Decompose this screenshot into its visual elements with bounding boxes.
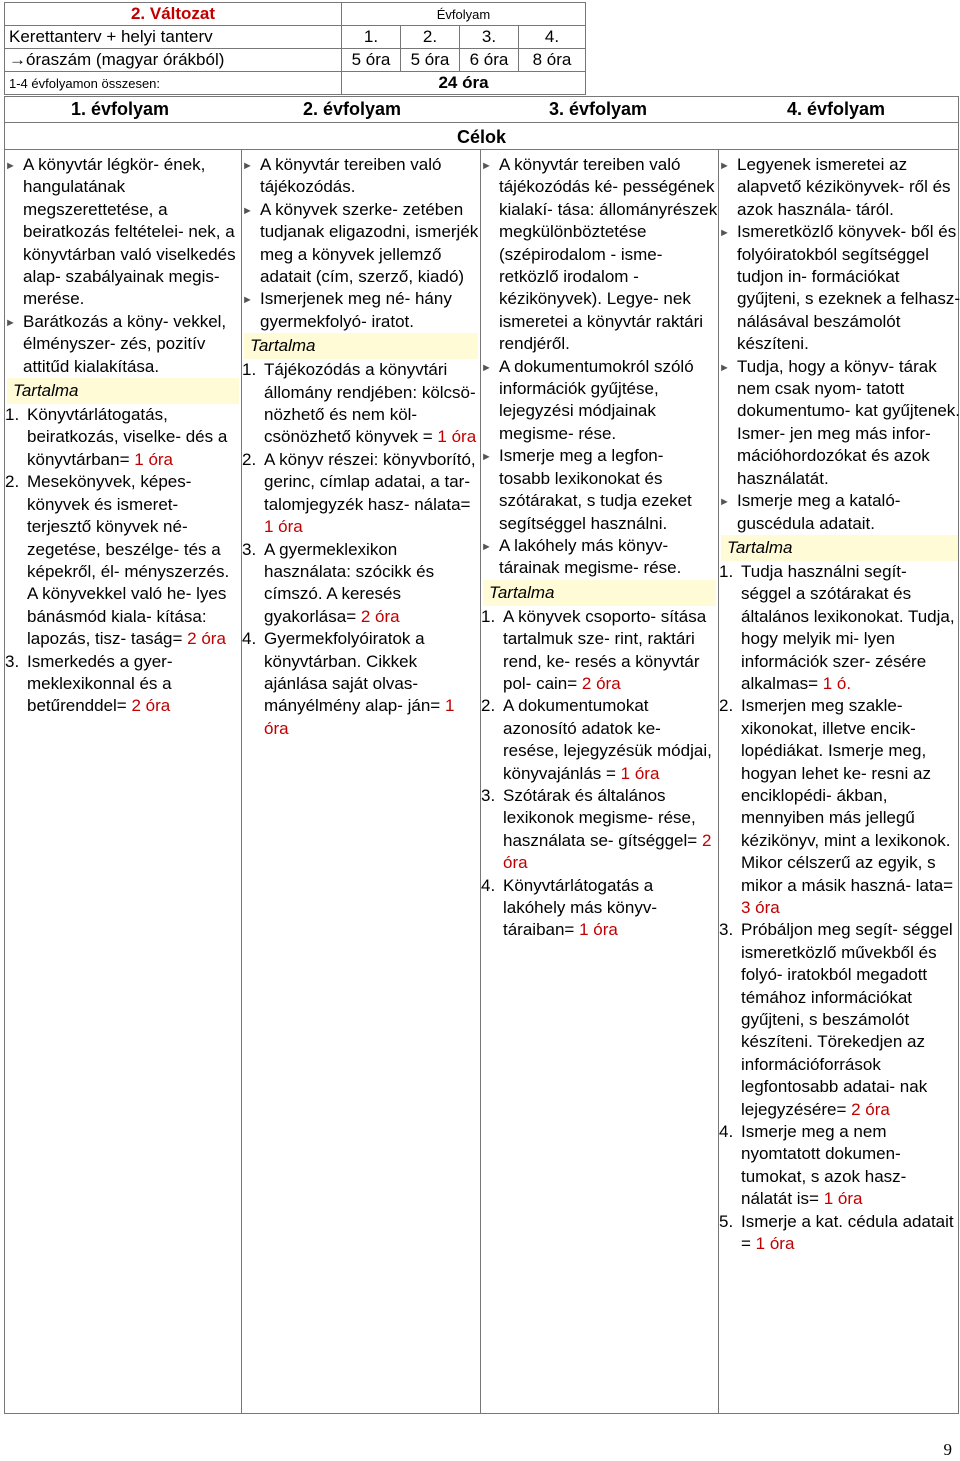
- goal-text: Tudja, hogy a könyv- tárak nem csak nyom- tatott dokumentumo- kat gyűjtenek. Ismer- jen meg más infor- mációhordozókat és azok használatát.: [737, 356, 960, 488]
- content-hours: 1 óra: [755, 1234, 795, 1254]
- content-text: [741, 561, 960, 695]
- content-number: 1.: [481, 606, 496, 626]
- oraszam-label: →óraszám (magyar órákból): [5, 49, 342, 72]
- bullet-arrow-icon: ►: [481, 361, 492, 374]
- hours-1: 5 óra: [342, 49, 401, 72]
- grade-4: 4.: [519, 26, 586, 49]
- content-text: [27, 471, 241, 650]
- bullet-arrow-icon: ►: [242, 204, 253, 217]
- content-hours: 1 óra: [620, 763, 660, 783]
- goal-item: [719, 490, 960, 535]
- content-text: [741, 1121, 960, 1211]
- goal-text: Legyenek ismeretei az alapvető kézikönyvek- ről és azok használa- táról.: [737, 155, 951, 219]
- goal-item: [5, 311, 241, 378]
- content-item: [242, 539, 480, 629]
- content-hours: 2 óra: [131, 696, 171, 716]
- hours-4: 8 óra: [519, 49, 586, 72]
- content-item: [481, 695, 718, 785]
- goal-item: [242, 154, 480, 199]
- content-description: Tájékozódás a könyvtári állomány rendjében: kölcsö- nözhető és nem köl- csönözhető könyvek =: [264, 360, 476, 447]
- content-text: [741, 695, 960, 919]
- goal-item: [481, 356, 718, 446]
- bullet-arrow-icon: ►: [481, 160, 492, 172]
- content-hours: 1 óra: [264, 517, 303, 537]
- content-number: 1.: [719, 561, 734, 581]
- content-number: 5.: [719, 1211, 734, 1231]
- goal-text: A könyvtár légkör- ének, hangulatának megszerettetése, a beiratkozás feltételei- nek, a könyvtárban való viselkedés alap- szabályainak megis- merése.: [23, 155, 236, 309]
- year-header-3: 3. évfolyam: [549, 99, 648, 119]
- bullet-arrow-icon: ►: [5, 316, 16, 329]
- content-hours: 1 óra: [134, 449, 174, 469]
- content-description: Ismerjen meg szakle- xikonokat, illetve encik- lopédiákat. Ismerje meg, hogyan lehet ke- resni az enciklopédi- ákban, mennyiben más jellegű kézikönyv, mint a lexikonok. Mikor célszerű az egyik, s mikor a másik haszná- lata=: [741, 696, 954, 895]
- content-item: [481, 875, 718, 942]
- goal-item: [719, 356, 960, 490]
- goal-item: [481, 154, 718, 356]
- page-number: 9: [943, 1440, 952, 1459]
- content-text: [264, 539, 480, 629]
- content-text: [503, 785, 718, 875]
- goal-item: [719, 221, 960, 355]
- content-hours: 2 óra: [187, 629, 226, 649]
- content-item: [719, 695, 960, 919]
- goal-item: [719, 154, 960, 221]
- content-text: [264, 628, 480, 740]
- content-hours: 3 óra: [741, 898, 780, 917]
- goal-item: [481, 535, 718, 580]
- content-item: [5, 471, 241, 650]
- content-text: [741, 1211, 960, 1256]
- content-hours: 2 óra: [503, 830, 712, 873]
- bullet-arrow-icon: ►: [719, 160, 730, 172]
- content-number: 2.: [719, 696, 734, 716]
- variant-title: 2. Változat: [5, 3, 342, 26]
- grade-1: 1.: [342, 26, 401, 49]
- content-hours: 1 óra: [823, 1189, 863, 1209]
- tartalma-label: Tartalma: [244, 333, 478, 359]
- tartalma-label: Tartalma: [7, 378, 239, 404]
- bullet-arrow-icon: ►: [5, 160, 16, 172]
- content-text: [27, 404, 241, 471]
- content-description: Könyvtárlátogatás a lakóhely más könyv- táraiban=: [503, 875, 658, 940]
- content-number: 2.: [242, 449, 257, 469]
- goal-text: A lakóhely más könyv- tárainak megisme- rése.: [499, 535, 682, 578]
- content-text: [27, 651, 241, 718]
- goal-text: A dokumentumokról szóló információk gyűjtése, lejegyzési módjainak megisme- rése.: [499, 356, 694, 443]
- content-description: Ismerkedés a gyer- meklexikonnal és a betűrenddel=: [27, 651, 173, 716]
- content-number: 4.: [481, 875, 496, 895]
- bullet-arrow-icon: ►: [481, 451, 492, 464]
- hours-3: 6 óra: [460, 49, 519, 72]
- bullet-arrow-icon: ►: [719, 361, 730, 374]
- content-number: 4.: [719, 1122, 734, 1142]
- grade-3: 3.: [460, 26, 519, 49]
- osszesen-label: 1-4 évfolyamon összesen:: [5, 72, 342, 95]
- content-number: 3.: [242, 539, 257, 559]
- column-year-4: [719, 150, 960, 1413]
- kerettanterv-label: Kerettanterv + helyi tanterv: [5, 26, 342, 49]
- year-header-row: [4, 96, 959, 122]
- content-item: [5, 651, 241, 718]
- evfolyam-label: Évfolyam: [342, 3, 586, 26]
- hours-2: 5 óra: [401, 49, 460, 72]
- content-description: Próbáljon meg segít- séggel ismeretközlő művekből és folyó- iratokból megadott témához információkat gyűjteni, s beszámolót készíteni. Törekedjen az információforrások legfontosabb adatai- nak lejegyzésére=: [741, 920, 953, 1119]
- content-number: 2.: [5, 472, 20, 492]
- goal-text: A könyvtár tereiben való tájékozódás ké- pességének kialakí- tása: állományrészek megkülönböztetése (szépirodalom - isme- retközlő irodalom - kézikönyvek). Legye- nek ismeretei a könyvtár raktári rendjéről.: [499, 155, 718, 354]
- content-text: [741, 919, 960, 1121]
- celok-heading: Célok: [4, 122, 959, 150]
- bullet-arrow-icon: ►: [481, 540, 492, 553]
- content-description: Ismerje meg a nem nyomtatott dokumen- tumokat, s azok hasz- nálatát is=: [741, 1122, 907, 1209]
- goal-text: Ismerjenek meg né- hány gyermekfolyó- iratot.: [260, 289, 452, 331]
- content-number: 2.: [481, 696, 496, 716]
- tartalma-label: Tartalma: [721, 535, 958, 561]
- content-description: A gyermeklexikon használata: szócikk és címszó. A keresés gyakorlása=: [264, 539, 435, 626]
- content-description: Mesekönyvek, képes- könyvek és ismeret- terjesztő könyvek né- zegetése, beszélge- tés a képekről, él- ményszerzés. A könyvekkel való he- lyes bánásmód kiala- kítása: lapozás, tisz- taság=: [27, 472, 230, 649]
- content-hours: 2 óra: [851, 1099, 890, 1119]
- content-item: [481, 606, 718, 696]
- osszesen-value: 24 óra: [342, 72, 586, 95]
- content-item: [242, 359, 480, 449]
- content-text: [264, 359, 480, 449]
- goal-text: A könyvtár tereiben való tájékozódás.: [260, 155, 442, 197]
- content-hours: 1 ó.: [822, 673, 852, 693]
- goal-text: Ismerje meg a kataló- guscédula adatait.: [737, 491, 901, 533]
- content-number: 3.: [719, 920, 734, 940]
- bullet-arrow-icon: ►: [719, 227, 730, 240]
- goal-item: [5, 154, 241, 311]
- goal-item: [242, 199, 480, 289]
- column-year-1: [5, 150, 242, 1413]
- content-text: [503, 606, 718, 696]
- content-text: [503, 695, 718, 785]
- content-description: Ismerje a kat. cédula adatait =: [741, 1211, 954, 1254]
- content-hours: 2 óra: [581, 673, 621, 693]
- content-item: [5, 404, 241, 471]
- content-description: A dokumentumokat azonosító adatok ke- resése, lejegyzésük módjai, könyvajánlás =: [503, 696, 712, 783]
- content-number: 3.: [481, 785, 496, 805]
- content-hours: 2 óra: [360, 606, 400, 626]
- content-text: [503, 875, 718, 942]
- content-number: 1.: [5, 405, 20, 425]
- grade-2: 2.: [401, 26, 460, 49]
- goal-text: Ismerje meg a legfon- tosabb lexikonokat és szótárakat, s tudja ezeket segítséggel használni.: [499, 446, 692, 533]
- content-description: Könyvtárlátogatás, beiratkozás, viselke- dés a könyvtárban=: [27, 405, 228, 469]
- content-description: A könyvek csoporto- sítása tartalmuk sze- rint, raktári rend, ke- resés a könyvtár pol- cain=: [503, 606, 707, 693]
- tartalma-label: Tartalma: [483, 580, 716, 606]
- content-number: 3.: [5, 651, 20, 671]
- content-item: [719, 561, 960, 695]
- bullet-arrow-icon: ►: [242, 294, 253, 307]
- column-year-2: [242, 150, 481, 1413]
- content-hours: 1 óra: [264, 696, 455, 738]
- content-description: Szótárak és általános lexikonok megisme- rése, használata se- gítséggel=: [503, 785, 702, 850]
- year-header-1: 1. évfolyam: [71, 99, 170, 119]
- goal-text: Ismeretközlő könyvek- ből és folyóiratokból segítséggel tudjon in- formációkat gyűjteni, s ezeknek a felhasz- nálásával beszámolót készíteni.: [737, 222, 960, 354]
- content-item: [719, 919, 960, 1121]
- goal-item: [481, 445, 718, 535]
- bullet-arrow-icon: ►: [719, 496, 730, 509]
- bullet-arrow-icon: ►: [242, 160, 253, 172]
- year-header-2: 2. évfolyam: [303, 99, 402, 119]
- content-item: [719, 1211, 960, 1256]
- content-number: 4.: [242, 629, 257, 649]
- content-description: Gyermekfolyóiratok a könyvtárban. Cikkek ajánlása saját olvas- mányélmény alap- ján=: [264, 629, 445, 716]
- content-hours: 1 óra: [579, 920, 618, 940]
- content-hours: 1 óra: [437, 427, 477, 447]
- info-table: [4, 2, 586, 95]
- content-item: [242, 449, 480, 539]
- content-text: [264, 449, 480, 539]
- curriculum-grid: [4, 150, 959, 1414]
- content-item: [242, 628, 480, 740]
- content-item: [481, 785, 718, 875]
- goal-text: A könyvek szerke- zetében tudjanak eligazodni, ismerjék meg a könyvek jellemző adatait (cím, szerző, kiadó): [260, 199, 479, 287]
- content-description: Tudja használni segít- séggel a szótárakat és általános lexikonokat. Tudja, hogy melyik mi- lyen információk szer- zésére alkalmas=: [741, 561, 955, 693]
- goal-item: [242, 288, 480, 333]
- content-item: [719, 1121, 960, 1211]
- content-number: 1.: [242, 360, 257, 380]
- goal-text: Barátkozás a köny- vekkel, élményszer- zés, pozitív attitűd kialakítása.: [23, 311, 227, 376]
- year-header-4: 4. évfolyam: [787, 99, 886, 119]
- column-year-3: [481, 150, 719, 1413]
- content-description: A könyv részei: könyvborító, gerinc, címlap adatai, a tar- talomjegyzék hasz- nálata=: [264, 449, 476, 514]
